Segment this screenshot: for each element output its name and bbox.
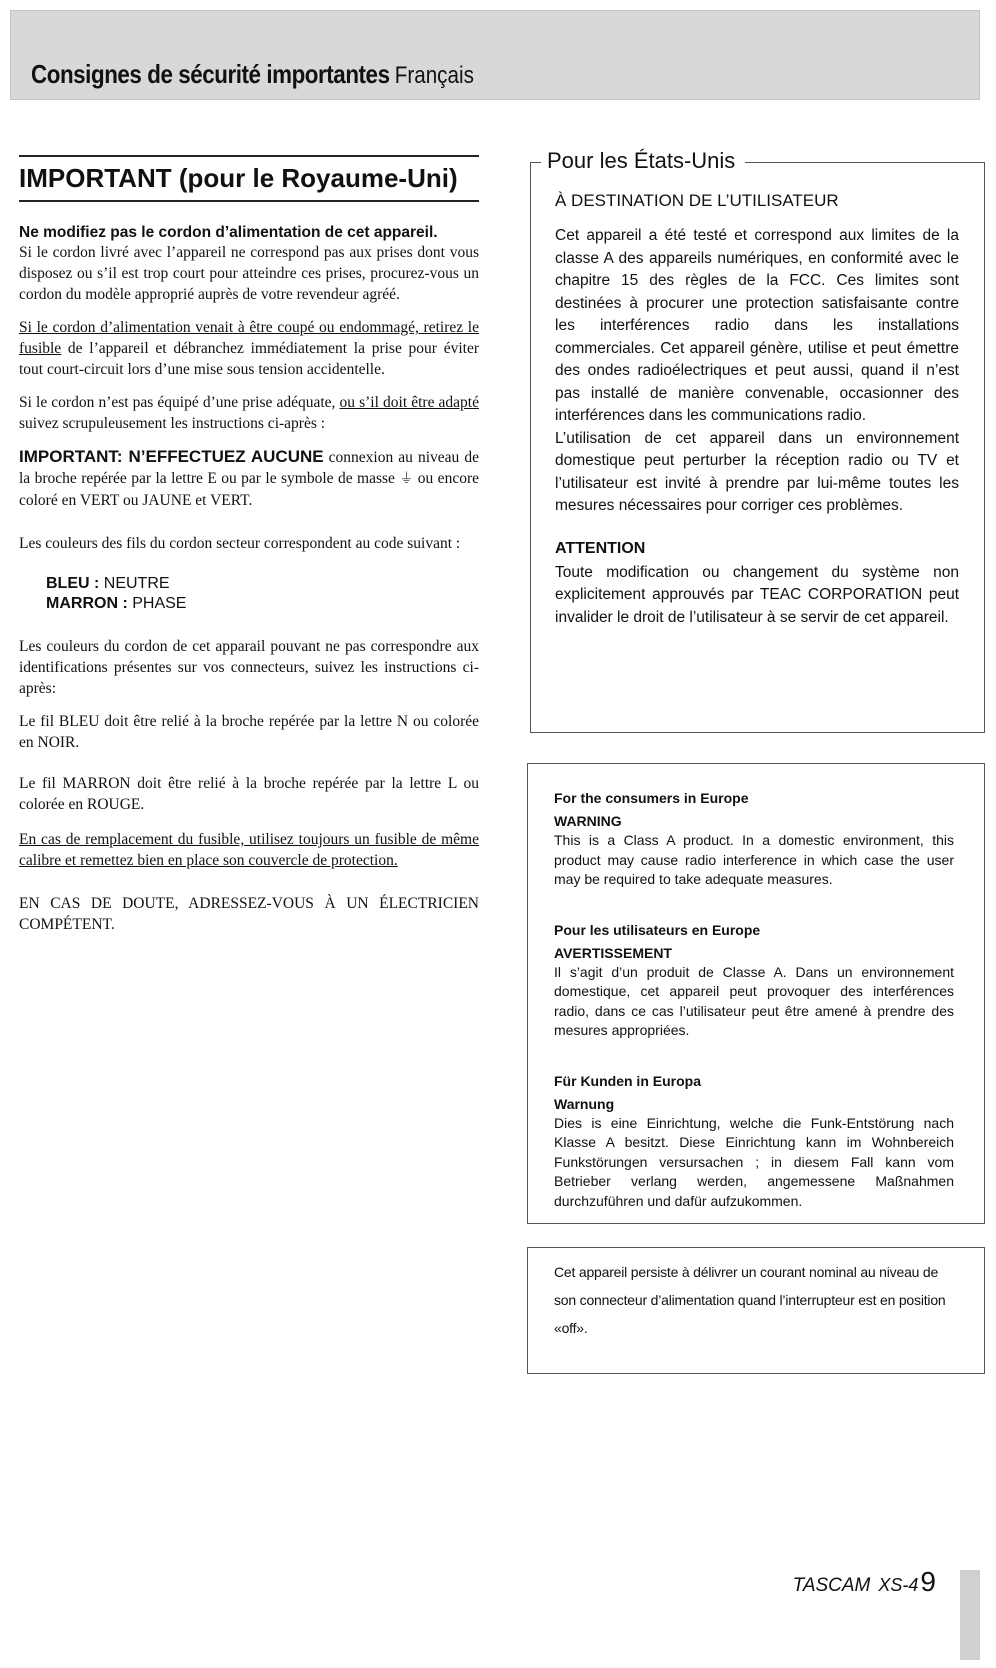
color-code-value: PHASE bbox=[127, 595, 187, 612]
page-footer bbox=[793, 1566, 936, 1598]
uk-paragraph-5: Les couleurs du cordon de cet apparail pouvant ne pas correspondre aux identifications présentes sur vos connecteurs, suivez les instructions ci-après: bbox=[19, 638, 479, 697]
uk-title: IMPORTANT (pour le Royaume-Uni) bbox=[19, 155, 479, 202]
uk-p3-underlined: ou s’il doit être adapté bbox=[339, 394, 479, 411]
uk-paragraph-2 bbox=[19, 317, 479, 380]
eu-section-de bbox=[554, 1071, 954, 1212]
header-title-text: Consignes de sécurité importantes bbox=[31, 59, 390, 89]
uk-important-label: IMPORTANT: N’EFFECTUEZ AUCUNE bbox=[19, 447, 324, 466]
power-notice-box bbox=[527, 1247, 985, 1374]
header-title bbox=[31, 59, 474, 90]
uk-p3-start: Si le cordon n’est pas équipé d’une prise adéquate, bbox=[19, 394, 340, 411]
eu-section-title: Für Kunden in Europa bbox=[554, 1072, 701, 1089]
uk-important-rest: connexion au niveau de la broche repérée par la lettre E ou par le symbole de masse bbox=[19, 449, 479, 487]
color-code-item bbox=[46, 574, 479, 594]
eu-section-text: Dies is eine Einrichtung, welche die Funk-Entstörung nach Klasse A besitzt. Diese Einrichtung kann im Wohnbereich Funkstörungen versursachen ; in diesem Fall kann vom Betrieber verlang werden, angemessene Maßnahmen durchzuführen und dafür aufzukommen. bbox=[554, 1114, 954, 1209]
uk-paragraph-9: EN CAS DE DOUTE, ADRESSEZ-VOUS À UN ÉLECTRICIEN COMPÉTENT. bbox=[19, 895, 479, 933]
page-number: 9 bbox=[920, 1566, 936, 1597]
uk-paragraph-3 bbox=[19, 392, 479, 434]
us-paragraph-1: Cet appareil a été testé et correspond aux limites de la classe A des appareils numériques, en conformité avec le chapitre 15 des règles de la FCC. Ces limites sont destinées à procurer une protection satisfaisante contre les interférences radio dans les installations commerciales. Cet appareil génère, utilise et peut émettre des ondes radioélectriques et peut aussi, quand il n’est pas installé de manière convenable, occasionner des interférences dans les communications radio. bbox=[555, 227, 959, 424]
eu-section-title: Pour les utilisateurs en Europe bbox=[554, 921, 761, 938]
eu-section-subtitle: WARNING bbox=[554, 813, 622, 829]
uk-important-paragraph bbox=[19, 446, 479, 511]
eu-section-fr bbox=[554, 920, 954, 1041]
us-attention-text: Toute modification ou changement du système non explicitement approuvés par TEAC CORPORATION peut invalider le droit de l’utilisateur à se servir de cet appareil. bbox=[555, 563, 959, 626]
eu-section-en bbox=[554, 788, 954, 890]
uk-p3-rest: suivez scrupuleusement les instructions ci-après : bbox=[19, 415, 326, 432]
uk-lead: Ne modifiez pas le cordon d’alimentation de cet appareil. bbox=[19, 224, 438, 241]
uk-p2-rest: de l’appareil et débranchez immédiatement la prise pour éviter tout court-circuit lors d’une mise sous tension accidentelle. bbox=[19, 340, 479, 378]
us-attention-title: ATTENTION bbox=[555, 539, 646, 557]
uk-important-end: ou encore coloré en VERT ou JAUNE et VERT. bbox=[19, 470, 479, 509]
uk-paragraph-7: Le fil MARRON doit être relié à la broche repérée par la lettre L ou colorée en ROUGE. bbox=[19, 775, 479, 813]
color-code-label: MARRON : bbox=[46, 595, 128, 612]
footer-brand: TASCAM bbox=[792, 1575, 871, 1596]
power-notice-text: Cet appareil persiste à délivrer un courant nominal au niveau de son connecteur d’alimentation quand l’interrupteur est en position «off». bbox=[554, 1264, 946, 1336]
color-code-value: NEUTRE bbox=[99, 575, 170, 592]
us-box-content bbox=[555, 191, 959, 629]
uk-paragraph-6: Le fil BLEU doit être relié à la broche repérée par la lettre N ou colorée en NOIR. bbox=[19, 713, 479, 751]
eu-section-text: This is a Class A product. In a domestic environment, this product may cause radio interference in which case the user may be required to take adequate measures. bbox=[554, 832, 954, 887]
color-code-list bbox=[46, 574, 479, 614]
us-notice-box bbox=[530, 148, 985, 733]
eu-notice-box bbox=[527, 763, 985, 1224]
eu-box-content bbox=[554, 788, 954, 1211]
footer-model: XS-4 bbox=[878, 1575, 919, 1595]
eu-section-title: For the consumers in Europe bbox=[554, 790, 749, 806]
color-code-label: BLEU : bbox=[46, 575, 100, 592]
uk-paragraph-8 bbox=[19, 829, 479, 871]
page-header bbox=[10, 10, 980, 100]
eu-section-subtitle: Warnung bbox=[554, 1095, 615, 1112]
uk-p2-underlined: Si le cordon d’alimentation venait à être coupé ou endommagé, retirez le fusible bbox=[19, 319, 479, 357]
ground-symbol-icon: ⏚ bbox=[399, 471, 414, 487]
us-subtitle: À DESTINATION DE L’UTILISATEUR bbox=[555, 191, 839, 210]
header-language: Français bbox=[394, 62, 474, 89]
us-paragraph-2: L’utilisation de cet appareil dans un environnement domestique peut perturber la réception radio ou TV et l’utilisateur est invité à prendre par lui-même toutes les mesures nécessaires pour corriger ces problèmes. bbox=[555, 429, 959, 514]
uk-section bbox=[19, 155, 479, 947]
us-box-title: Pour les États-Unis bbox=[541, 148, 745, 174]
eu-section-subtitle: AVERTISSEMENT bbox=[554, 944, 672, 961]
uk-paragraph-1: Si le cordon livré avec l’appareil ne correspond pas aux prises dont vous disposez ou s’il est trop court pour atteindre ces prises, procurez-vous un cordon du modèle approprié auprès de votre revendeur agréé. bbox=[19, 244, 479, 303]
eu-section-text: Il s’agit d’un produit de Classe A. Dans un environnement domestique, cet appareil peut provoquer des interférences radio, dans ce cas l’utilisateur peut être amené à prendre des mesures appropriées. bbox=[554, 963, 954, 1038]
uk-p8-underlined: En cas de remplacement du fusible, utilisez toujours un fusible de même calibre et remettez bien en place son couvercle de protection. bbox=[19, 831, 479, 869]
color-code-item bbox=[46, 594, 479, 614]
side-tab-marker bbox=[960, 1570, 980, 1660]
uk-paragraph-4: Les couleurs des fils du cordon secteur correspondent au code suivant : bbox=[19, 535, 461, 552]
